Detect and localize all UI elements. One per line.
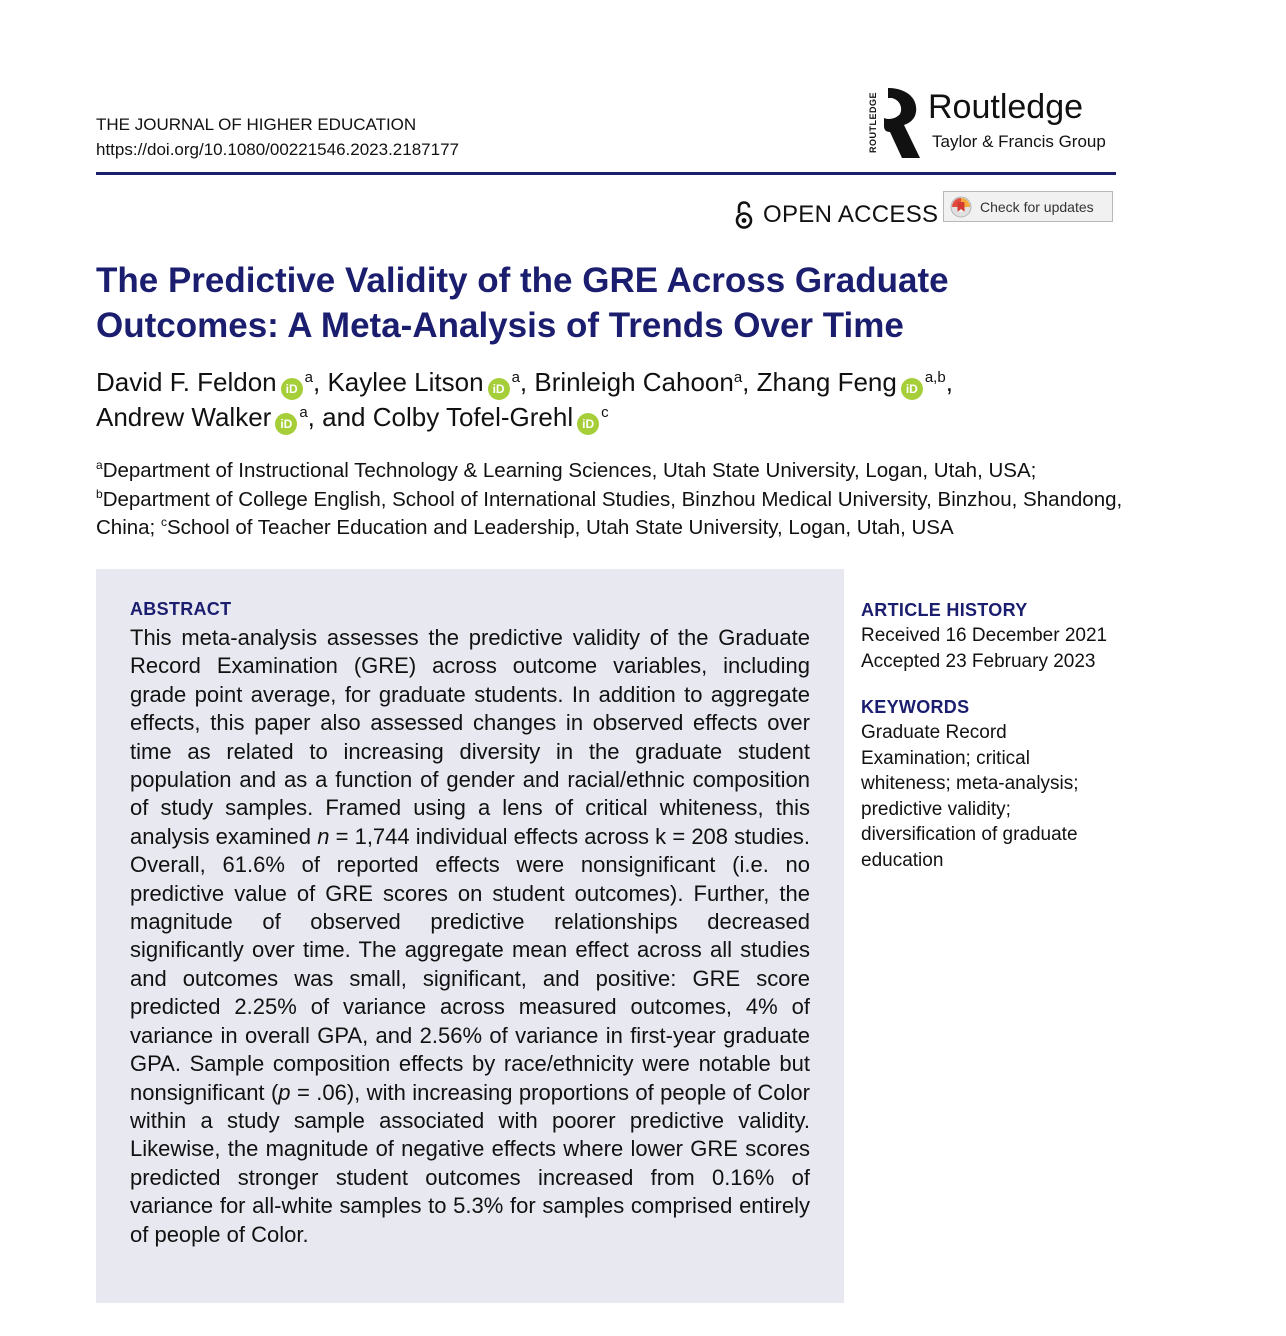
article-sidebar	[861, 599, 1121, 873]
abstract-part-1: This meta-analysis assesses the predictive validity of the Graduate Record Examination (GRE) across outcome variables, including grade point average, for graduate students. In addition to aggregate effects, this paper also assessed changes in observed effects over time as related to increasing diversity in the graduate student population and as a function of gender and racial/ethnic composition of study samples. Framed using a lens of critical whiteness, this analysis examined	[130, 625, 810, 849]
received-date: Received 16 December 2021	[861, 625, 1108, 646]
author-separator: , and	[307, 402, 373, 432]
affiliation-marker: a	[511, 369, 520, 386]
orcid-icon[interactable]: iD	[488, 378, 510, 400]
doi-link[interactable]: https://doi.org/10.1080/00221546.2023.2187177	[96, 140, 459, 159]
publisher-vertical-label: ROUTLEDGE	[868, 91, 878, 153]
accepted-date: Accepted 23 February 2023	[861, 650, 1096, 672]
abstract-text	[130, 624, 810, 1249]
affiliation-marker: b	[96, 486, 103, 501]
author-separator: ,	[313, 367, 328, 397]
abstract-part-3: = .06), with increasing proportions of people of Color within a study sample associated with poorer predictive validity. Likewise, the magnitude of negative effects where lower GRE scores predicted stronger student outcomes increased from 0.16% of variance for all-white samples to 5.3% for samples comprised entirely of people of Color.	[130, 1079, 810, 1247]
keyword-line: Graduate Record	[861, 722, 1007, 743]
affiliation-marker: a	[96, 458, 103, 472]
keywords-list	[861, 720, 1121, 873]
keyword-line: education	[861, 849, 944, 871]
keyword-line: predictive validity;	[861, 798, 1011, 820]
orcid-icon[interactable]: iD	[577, 413, 599, 435]
abstract-heading: ABSTRACT	[130, 599, 232, 619]
affiliation-marker: a	[304, 369, 313, 386]
author-name[interactable]: Colby Tofel-Grehl	[372, 402, 574, 432]
article-title-line2: Outcomes: A Meta-Analysis of Trends Over Time	[96, 306, 904, 345]
affiliation-marker: a,b	[924, 369, 946, 386]
check-for-updates-button[interactable]	[943, 191, 1113, 222]
affiliation-c: School of Teacher Education and Leadership, Utah State University, Logan, Utah, USA	[166, 516, 954, 539]
affiliations	[96, 457, 1126, 543]
abstract-n-variable: n	[317, 823, 330, 849]
open-lock-icon	[733, 201, 755, 229]
article-title	[96, 258, 1136, 348]
affiliation-marker: c	[601, 404, 609, 421]
affiliation-marker: a	[733, 369, 743, 386]
orcid-icon[interactable]: iD	[275, 413, 297, 435]
article-title-line1: The Predictive Validity of the GRE Across Graduate	[96, 261, 949, 300]
author-name[interactable]: Zhang Feng	[756, 367, 897, 397]
header-rule	[96, 172, 1116, 175]
abstract-part-2: = 1,744 individual effects across k = 208 studies. Overall, 61.6% of reported effects were nonsignificant (i.e. no predictive value of GRE scores on student outcomes). Further, the magnitude of observed predictive relationships decreased significantly over time. The aggregate mean effect across all studies and outcomes was small, significant, and positive: GRE score predicted 2.25% of variance across measured outcomes, 4% of variance in overall GPA, and 2.56% of variance in first-year graduate GPA. Sample composition effects by race/ethnicity were notable but nonsignificant (	[130, 823, 811, 1105]
keywords-heading: KEYWORDS	[861, 697, 970, 717]
article-history-heading: ARTICLE HISTORY	[861, 600, 1028, 620]
publisher-group: Taylor & Francis Group	[932, 132, 1106, 151]
author-name[interactable]: Brinleigh Cahoon	[534, 367, 734, 397]
crossmark-icon	[950, 196, 972, 218]
affiliation-b: Department of College English, School of International Studies, Binzhou Medical University, Binzhou, Shandong, China;	[96, 487, 1123, 539]
author-name[interactable]: Kaylee Litson	[327, 367, 484, 397]
author-separator: ,	[945, 367, 953, 397]
keyword-line: whiteness; meta-analysis;	[861, 773, 1079, 794]
publisher-name: Routledge	[928, 88, 1084, 126]
abstract-panel	[96, 569, 844, 1303]
orcid-icon[interactable]: iD	[281, 378, 303, 400]
keyword-line: Examination; critical	[861, 747, 1030, 769]
author-name[interactable]: David F. Feldon	[96, 367, 277, 397]
affiliation-a: Department of Instructional Technology & Learning Sciences, Utah State University, Logan, Utah, USA;	[102, 459, 1037, 482]
journal-name: THE JOURNAL OF HIGHER EDUCATION	[96, 115, 417, 134]
publisher-logo[interactable]	[868, 86, 1118, 158]
affiliation-marker: c	[160, 515, 167, 529]
orcid-icon[interactable]: iD	[901, 378, 923, 400]
keyword-line: diversification of graduate	[861, 824, 1078, 845]
author-separator: ,	[742, 367, 757, 397]
affiliation-marker: a	[299, 404, 308, 421]
check-for-updates-label: Check for updates	[980, 198, 1094, 215]
open-access-badge	[733, 200, 938, 230]
author-separator: ,	[519, 367, 535, 397]
author-list	[96, 365, 1136, 435]
routledge-head-icon	[882, 88, 922, 158]
article-history	[861, 623, 1121, 674]
author-name[interactable]: Andrew Walker	[96, 402, 272, 432]
abstract-p-variable: p	[278, 1079, 291, 1105]
open-access-label: OPEN ACCESS	[763, 201, 939, 228]
